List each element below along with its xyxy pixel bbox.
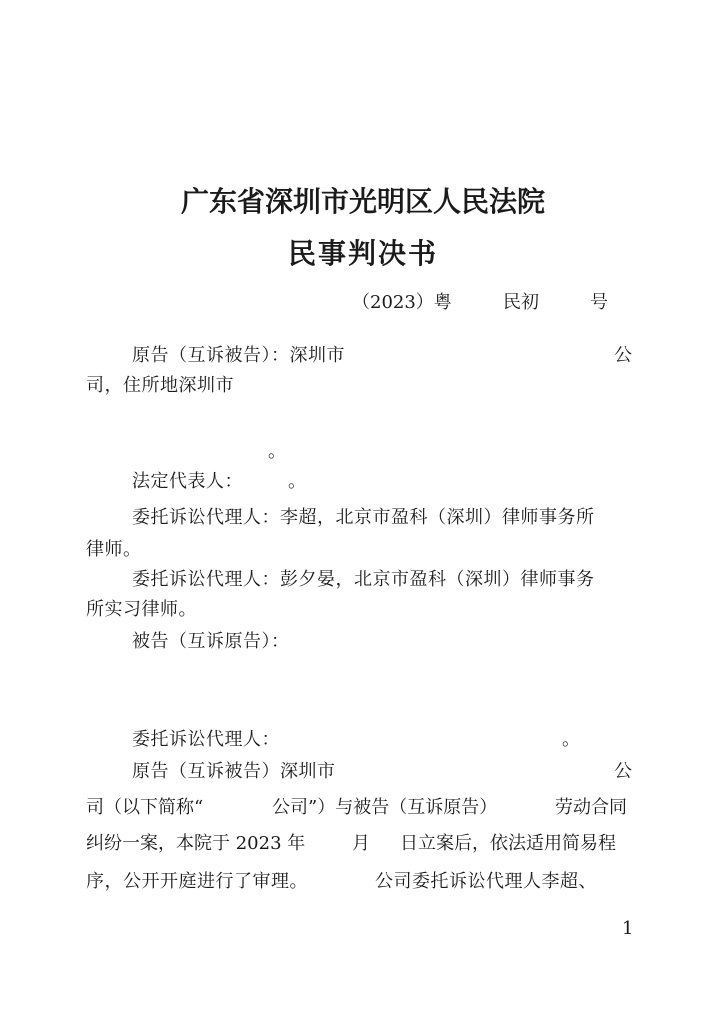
legal-representative-end: 。 <box>288 471 306 492</box>
body-line-4-a: 序，公开开庭进行了审理。 <box>86 871 308 892</box>
body-line-3-c: 日立案后，依法适用简易程 <box>400 833 616 854</box>
defendant-agent-label: 委托诉讼代理人： <box>132 729 280 750</box>
case-number-year: （2023）粤 <box>352 292 452 313</box>
body-line-2-c: 劳动合同 <box>555 797 627 818</box>
agent-1-line-2: 律师。 <box>86 539 142 560</box>
defendant-label: 被告（互诉原告）： <box>132 631 290 652</box>
page-number: 1 <box>622 918 634 939</box>
plaintiff-line-3-end: 。 <box>268 441 286 462</box>
body-line-1: 原告（互诉被告）深圳市 <box>132 761 336 782</box>
court-name: 广东省深圳市光明区人民法院 <box>180 185 545 218</box>
plaintiff-line-1: 原告（互诉被告）：深圳市 <box>132 345 345 366</box>
body-line-3-b: 月 <box>352 833 370 854</box>
document-type: 民事判决书 <box>287 237 438 270</box>
legal-representative-label: 法定代表人： <box>132 471 243 492</box>
plaintiff-line-2: 司，住所地深圳市 <box>86 375 234 396</box>
agent-2-line-2: 所实习律师。 <box>86 599 197 620</box>
defendant-agent-end: 。 <box>562 729 580 750</box>
body-line-3-a: 纠纷一案，本院于 2023 年 <box>86 833 306 854</box>
plaintiff-line-1-end: 公 <box>614 345 632 366</box>
body-line-4-b: 公司委托诉讼代理人李超、 <box>375 871 597 892</box>
case-number-suffix: 号 <box>590 292 608 313</box>
body-line-1-end: 公 <box>614 761 632 782</box>
agent-1-line-1: 委托诉讼代理人：李超，北京市盈科（深圳）律师事务所 <box>132 507 595 528</box>
case-number-mid: 民初 <box>503 292 539 313</box>
body-line-2-a: 司（以下简称“ <box>86 797 204 818</box>
agent-2-line-1: 委托诉讼代理人：彭夕晏，北京市盈科（深圳）律师事务 <box>132 569 595 590</box>
body-line-2-b: 公司”）与被告（互诉原告） <box>272 797 498 818</box>
